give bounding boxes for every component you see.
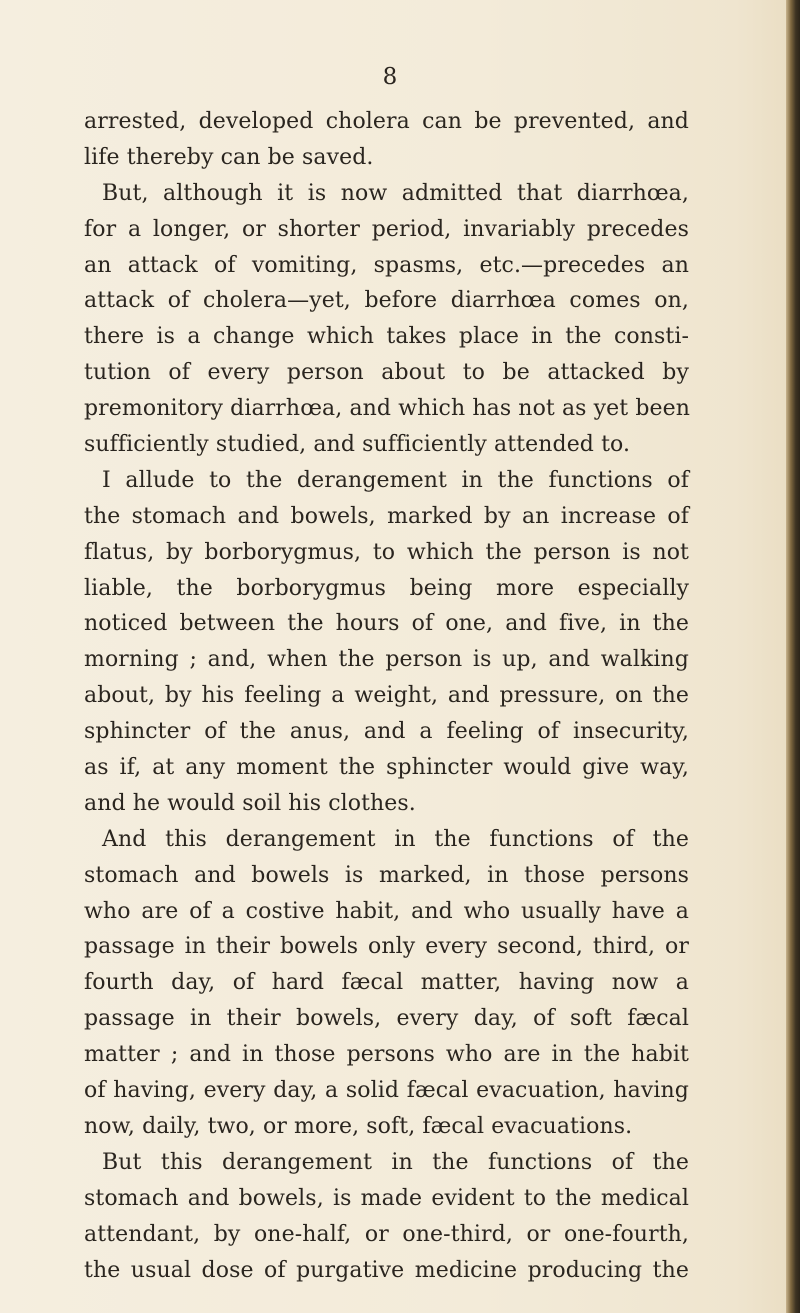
text-line: stomach and bowels, is made evident to the medical [84,1185,689,1211]
text-line: who are of a costive habit, and who usually have a [84,898,689,924]
text-line: tution of every person about to be attacked by [84,360,689,386]
text-line: I allude to the derangement in the functions of [102,467,689,493]
text-line: fourth day, of hard fæcal matter, having now a [84,970,689,996]
text-line: liable, the borborygmus being more especially [84,575,689,601]
text-line: But this derangement in the functions of the [102,1149,689,1175]
text-line: And this derangement in the functions of the [102,826,689,852]
text-line: the usual dose of purgative medicine producing the [84,1257,689,1283]
text-line: stomach and bowels is marked, in those persons [84,862,689,888]
text-line: there is a change which takes place in the consti- [84,324,689,350]
text-line: as if, at any moment the sphincter would give way, [84,755,689,781]
text-line: premonitory diarrhœa, and which has not as yet been [84,396,691,422]
text-line: now, daily, two, or more, soft, fæcal evacuations. [84,1113,633,1139]
page-binding-edge [786,0,800,1313]
text-line: passage in their bowels only every second, third, or [84,934,689,960]
text-line: noticed between the hours of one, and five, in the [84,611,689,637]
text-line: attack of cholera—yet, before diarrhœa comes on, [84,288,689,314]
text-line: morning ; and, when the person is up, and walking [84,647,689,673]
text-line: matter ; and in those persons who are in the habit [84,1042,689,1068]
text-line: about, by his feeling a weight, and pressure, on the [84,683,689,709]
text-line: But, although it is now admitted that diarrhœa, [102,180,689,206]
page-number: 8 [382,64,398,90]
text-line: sphincter of the anus, and a feeling of insecurity, [84,719,689,745]
text-line: the stomach and bowels, marked by an increase of [84,503,689,529]
text-line: an attack of vomiting, spasms, etc.—precedes an [84,252,689,278]
text-line: of having, every day, a solid fæcal evacuation, having [84,1078,689,1104]
text-line: flatus, by borborygmus, to which the person is not [84,539,689,565]
text-line: life thereby can be saved. [84,144,374,170]
text-line: passage in their bowels, every day, of soft fæcal [84,1006,689,1032]
text-line: and he would soil his clothes. [84,790,416,816]
text-line: sufficiently studied, and sufficiently attended to. [84,432,631,458]
body-text [84,104,689,1288]
text-line: arrested, developed cholera can be prevented, and [84,109,689,134]
text-line: attendant, by one-half, or one-third, or one-fourth, [84,1221,689,1247]
text-line: for a longer, or shorter period, invariably precedes [84,216,689,242]
